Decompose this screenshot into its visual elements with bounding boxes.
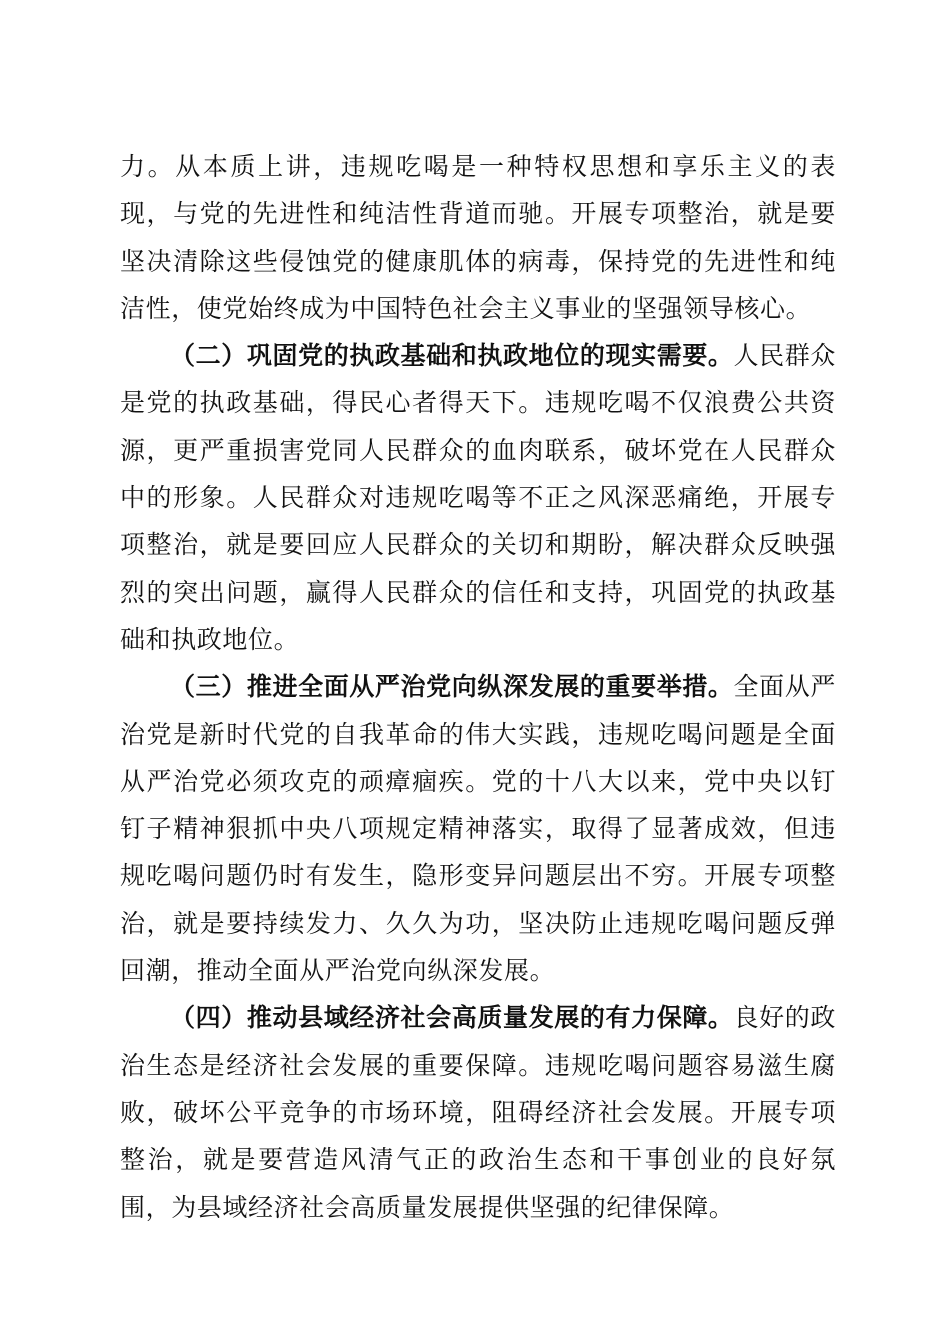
section-heading: （三）推进全面从严治党向纵深发展的重要举措。 [170, 672, 734, 702]
paragraph-section-3 [120, 663, 836, 994]
section-heading: （四）推动县域经济社会高质量发展的有力保障。 [170, 1003, 734, 1033]
paragraph-section-4 [120, 994, 836, 1230]
paragraph-text: 人民群众是党的执政基础，得民心者得天下。违规吃喝不仅浪费公共资源，更严重损害党同人民群众的血肉联系，破坏党在人民群众中的形象。人民群众对违规吃喝等不正之风深恶痛绝，开展专项整治，就是要回应人民群众的关切和期盼，解决群众反映强烈的突出问题，赢得人民群众的信任和支持，巩固党的执政基础和执政地位。 [120, 341, 836, 654]
document-body [120, 143, 836, 1231]
paragraph-continuation [120, 143, 836, 332]
paragraph-text: 良好的政治生态是经济社会发展的重要保障。违规吃喝问题容易滋生腐败，破坏公平竞争的市场环境，阻碍经济社会发展。开展专项整治，就是要营造风清气正的政治生态和干事创业的良好氛围，为县域经济社会高质量发展提供坚强的纪律保障。 [120, 1003, 836, 1222]
section-heading: （二）巩固党的执政基础和执政地位的现实需要。 [170, 341, 734, 371]
paragraph-text: 力。从本质上讲，违规吃喝是一种特权思想和享乐主义的表现，与党的先进性和纯洁性背道而驰。开展专项整治，就是要坚决清除这些侵蚀党的健康肌体的病毒，保持党的先进性和纯洁性，使党始终成为中国特色社会主义事业的坚强领导核心。 [120, 152, 836, 323]
paragraph-text: 全面从严治党是新时代党的自我革命的伟大实践，违规吃喝问题是全面从严治党必须攻克的顽瘴痼疾。党的十八大以来，党中央以钉钉子精神狠抓中央八项规定精神落实，取得了显著成效，但违规吃喝问题仍时有发生，隐形变异问题层出不穷。开展专项整治，就是要持续发力、久久为功，坚决防止违规吃喝问题反弹回潮，推动全面从严治党向纵深发展。 [120, 672, 836, 986]
paragraph-section-2 [120, 332, 836, 663]
